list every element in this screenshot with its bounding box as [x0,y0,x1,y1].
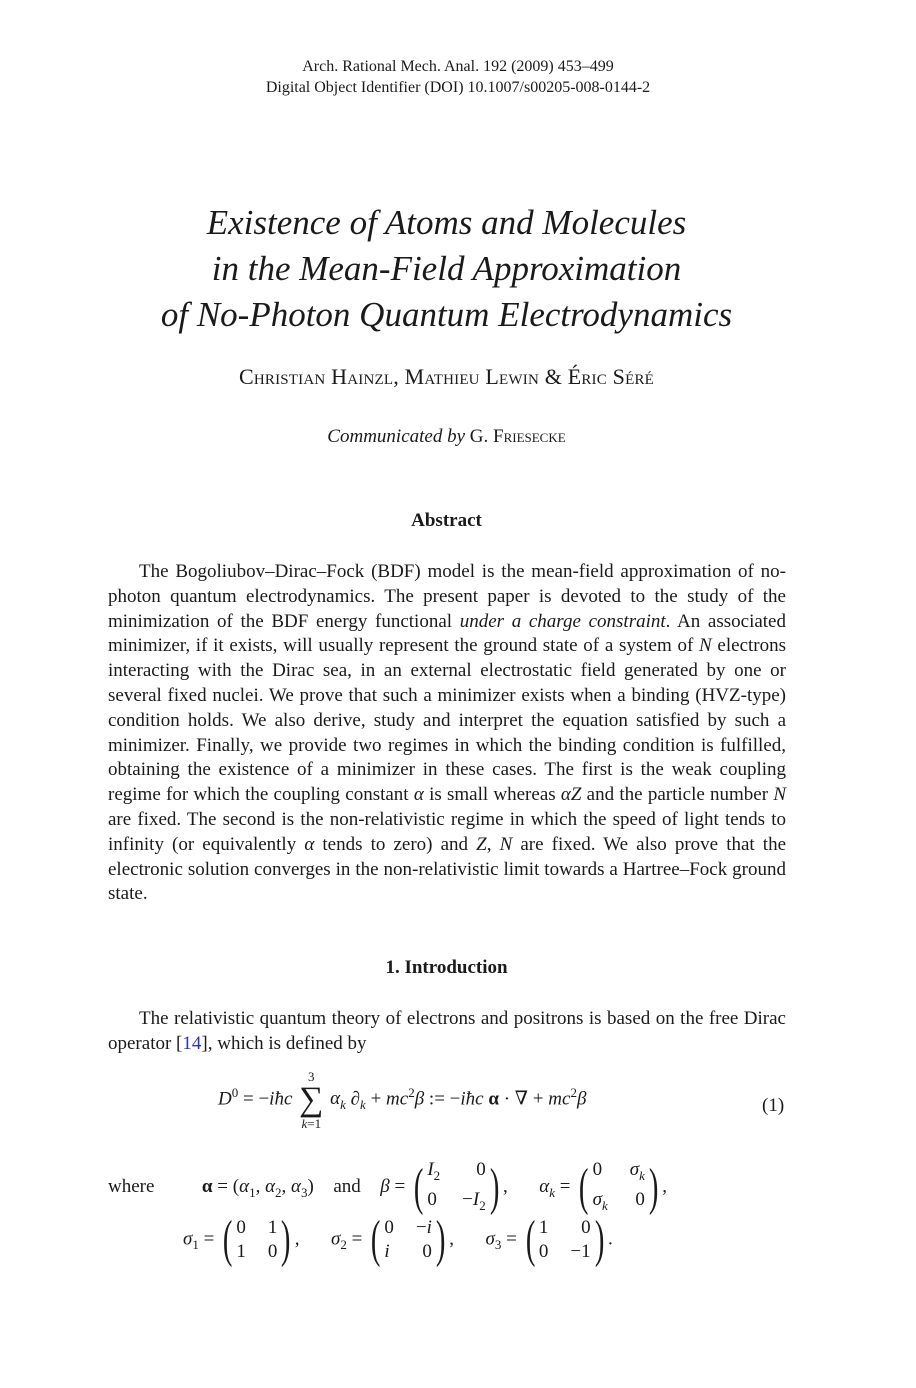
doi-line: Digital Object Identifier (DOI) 10.1007/s00205-008-0144-2 [265,79,651,96]
abstract-text-1: The Bogoliubov–Dirac–Fock (BDF) model is the mean-field approximation of no-photon quantum electrodynamics. The present paper is devoted to the study of the minimization of the BDF energy functional [108,561,786,632]
title-line-2: in the Mean-Field Approximation [211,249,682,288]
author-list: Christian Hainzl, Mathieu Lewin & Éric Séré [238,364,655,389]
abstract-text-7: tends to zero) and [314,833,477,855]
symbol-N: N [699,635,712,657]
symbol-N: N [773,784,787,806]
symbol-alpha: α [304,833,315,855]
symbol-alpha-z: αZ [560,784,582,806]
intro-text-2: ], which is defined by [201,1032,367,1054]
summation-symbol: 3 ∑ k=1 [299,1069,324,1131]
abstract-emphasis: under a charge constraint [459,610,666,632]
communicator-name: G. Friesecke [469,426,566,447]
abstract-text-8: are fixed. We also prove that the electronic solution converges in the non-relativistic limit towards a Hartree–Fock ground state. [108,833,787,905]
equation-dirac-operator: $D^0$ = −iħc 3 ∑ k=1 $\alpha_k$ $\partial_k + mc^2\beta$ := −iħc α · ∇ + $mc^2\beta$ [218,1069,587,1131]
sigma-2-matrix: ( 0 −i i 0 ) [370,1211,446,1268]
beta-matrix: ( $I_2$ 0 0 $-I_2$ ) [413,1158,500,1216]
intro-text-1: The relativistic quantum theory of electrons and positrons is based on the free Dirac operator [ [108,1008,786,1054]
abstract-text-2: . An associated minimizer, if it exists, will usually represent the ground state of a system of [108,610,786,657]
section-heading-introduction: 1. Introduction [385,957,508,978]
journal-reference: Arch. Rational Mech. Anal. 192 (2009) 453–499 [302,58,614,75]
abstract-text-5: and the particle number [581,784,774,806]
title-line-1: Existence of Atoms and Molecules [206,203,687,242]
alpha-k-matrix: ( 0 $\sigma_k$ $\sigma_k$ 0 ) [579,1158,659,1216]
citation-link[interactable]: 14 [182,1032,202,1054]
equation-pauli-matrices: $\sigma_1$ = ( 0 1 1 0 ) , $\sigma_2$ = ( 0 −i i 0 ) , $\sigma_3$ = ( 1 0 0 −1 ) . [183,1211,613,1268]
symbol-alpha: α [413,784,424,806]
abstract-text-6: are fixed. The second is the non-relativistic regime in which the speed of light tends to infinity (or equivalently [108,808,786,855]
communicated-prefix: Communicated by [327,426,466,447]
sigma-3-matrix: ( 1 0 0 −1 ) [525,1211,605,1268]
sigma-1-matrix: ( 0 1 1 0 ) [222,1211,291,1268]
equation-number: (1) [762,1095,785,1116]
communicated-by [0,426,893,448]
title-line-3: of No-Photon Quantum Electrodynamics [160,295,733,334]
equation-definitions: where $\alpha = (\alpha_1$, $\alpha_2$, $\alpha_3$) and β = ( $I_2$ 0 0 $-I_2$ ) , $\alpha_k$ = ( 0 $\sigma_k$ $\sigma_k$ 0 ) , [108,1158,667,1216]
symbol-Z: Z [476,833,487,855]
paper-title [0,200,893,338]
introduction-body [108,1007,786,1057]
symbol-N: N [499,833,513,855]
word-where: where [108,1176,155,1198]
abstract-text-3: electrons interacting with the Dirac sea, in an external electrostatic field generated by one or several fixed nuclei. We prove that such a minimizer exists when a binding (HVZ-type) condition holds. We also derive, study and interpret the equation satisfied by such a minimizer. Finally, we provide two regimes in which the binding condition is fulfilled, obtaining the existence of a minimizer in these cases. The first is the weak coupling regime for which the coupling constant [108,635,787,806]
abstract-text-4: is small whereas [423,784,561,806]
journal-header [0,56,916,98]
abstract-body: The Bogoliubov–Dirac–Fock (BDF) model is the mean-field approximation of no-photon quantum electrodynamics. The present paper is devoted to the study of the minimization of the BDF energy functional under a charge constraint. An associated minimizer, if it exists, will usually represent the ground state of a system of N electrons interacting with the Dirac sea, in an external electrostatic field generated by one or several fixed nuclei. We prove that such a minimizer exists when a binding (HVZ-type) condition holds. We also derive, study and interpret the equation satisfied by such a minimizer. Finally, we provide two regimes in which the binding condition is fulfilled, obtaining the existence of a minimizer in these cases. The first is the weak coupling regime for which the coupling constant α is small whereas αZ and the particle number N are fixed. The second is the non-relativistic regime in which the speed of light tends to infinity (or equivalently α tends to zero) and Z, N are fixed. We also prove that the electronic solution converges in the non-relativistic limit towards a Hartree–Fock ground state. [108,561,787,905]
abstract-heading: Abstract [411,510,482,531]
word-and: and [333,1176,361,1198]
